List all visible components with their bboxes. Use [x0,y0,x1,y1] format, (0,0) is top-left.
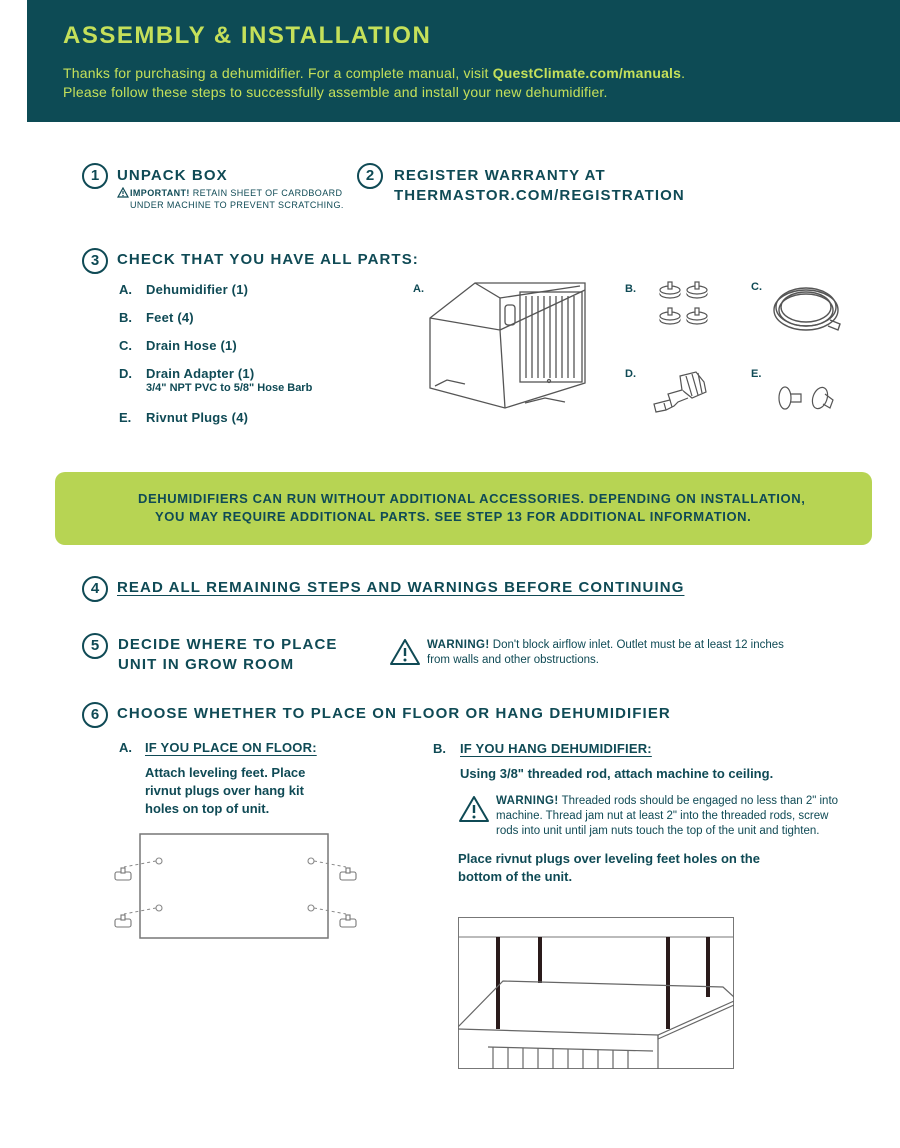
option-a-line-2: rivnut plugs over hang kit [145,783,304,798]
registration-link[interactable]: THERMASTOR.COM/REGISTRATION [394,187,685,204]
intro-line-2: Please follow these steps to successfully assemble and install your new dehumidifier. [63,84,608,100]
part-sub: 3/4" NPT PVC to 5/8" Hose Barb [146,382,313,394]
step-3-title: CHECK THAT YOU HAVE ALL PARTS: [117,251,419,268]
step-5-title-line-2: UNIT IN GROW ROOM [118,656,295,673]
option-b-outro [458,850,760,886]
hose-illustration [770,280,845,340]
step-1-note [130,187,344,211]
hanging-installation-illustration [458,917,734,1069]
important-label: IMPORTANT! [130,188,190,198]
manual-link[interactable]: QuestClimate.com/manuals [492,65,682,81]
option-a-line-1: Attach leveling feet. Place [145,765,306,780]
step-2-title [394,166,685,206]
step-4-number: 4 [82,576,108,602]
warning-line-3: rods into unit until jam nuts touch the top of the unit and tighten. [496,825,820,837]
floor-placement-illustration [108,830,363,942]
header-intro [63,64,685,102]
option-b-outro-line-2: bottom of the unit. [458,869,573,884]
option-b-warning [496,794,838,839]
page-title: ASSEMBLY & INSTALLATION [63,22,432,49]
step-2-title-line-1: REGISTER WARRANTY AT [394,167,606,184]
drain-adapter-illustration [648,368,710,418]
part-letter: C. [119,338,132,353]
part-name: Drain Adapter (1) [146,366,255,381]
figure-b-label: B. [625,283,636,295]
step-6-title: CHOOSE WHETHER TO PLACE ON FLOOR OR HANG DEHUMIDIFIER [117,705,671,722]
dehumidifier-illustration [425,278,595,418]
part-name: Rivnut Plugs (4) [146,410,249,425]
step-5-number: 5 [82,633,108,659]
warning-icon [389,638,421,666]
warning-label: WARNING! [427,639,490,651]
step-2-number: 2 [357,163,383,189]
warning-line-1: Threaded rods should be engaged no less than 2" into [558,795,839,807]
warning-line-2: from walls and other obstructions. [427,654,599,666]
step-1-title: UNPACK BOX [117,167,228,184]
step-6-number: 6 [82,702,108,728]
step-5-title [118,635,338,675]
warning-icon [458,795,490,823]
part-name: Dehumidifier (1) [146,282,249,297]
warning-line-2: machine. Thread jam nut at least 2" into the threaded rods, screw [496,810,829,822]
note-line-1: RETAIN SHEET OF CARDBOARD [189,188,343,198]
banner-line-2: YOU MAY REQUIRE ADDITIONAL PARTS. SEE STEP 13 FOR ADDITIONAL INFORMATION. [155,509,752,524]
rivnut-plugs-illustration [775,380,840,415]
option-b-title: IF YOU HANG DEHUMIDIFIER: [460,741,652,756]
part-name: Drain Hose (1) [146,338,237,353]
figure-d-label: D. [625,368,636,380]
option-a-line-3: holes on top of unit. [145,801,270,816]
option-a-letter: A. [119,740,132,755]
feet-illustration [655,280,715,330]
step-5-warning [427,638,784,668]
step-5-title-line-1: DECIDE WHERE TO PLACE [118,636,338,653]
option-a-text [145,764,305,818]
step-3-number: 3 [82,248,108,274]
note-line-2: UNDER MACHINE TO PREVENT SCRATCHING. [130,200,344,210]
option-b-outro-line-1: Place rivnut plugs over leveling feet holes on the [458,851,760,866]
header-band [27,0,900,122]
intro-period: . [681,65,686,81]
warning-icon [117,187,129,198]
step-4-title: READ ALL REMAINING STEPS AND WARNINGS BEFORE CONTINUING [117,579,685,596]
figure-e-label: E. [751,368,762,380]
part-letter: D. [119,366,132,381]
info-banner-text [80,490,860,526]
option-b-intro: Using 3/8" threaded rod, attach machine to ceiling. [460,766,774,781]
part-letter: B. [119,310,132,325]
intro-text: Thanks for purchasing a dehumidifier. For a complete manual, visit [63,65,493,81]
warning-line-1: Don't block airflow inlet. Outlet must be at least 12 inches [489,639,784,651]
banner-line-1: DEHUMIDIFIERS CAN RUN WITHOUT ADDITIONAL ACCESSORIES. DEPENDING ON INSTALLATION, [138,491,806,506]
part-letter: E. [119,410,132,425]
option-b-letter: B. [433,741,446,756]
option-a-title: IF YOU PLACE ON FLOOR: [145,740,317,755]
part-name: Feet (4) [146,310,194,325]
part-letter: A. [119,282,132,297]
warning-label: WARNING! [496,795,559,807]
step-1-number: 1 [82,163,108,189]
figure-a-label: A. [413,283,424,295]
figure-c-label: C. [751,281,762,293]
